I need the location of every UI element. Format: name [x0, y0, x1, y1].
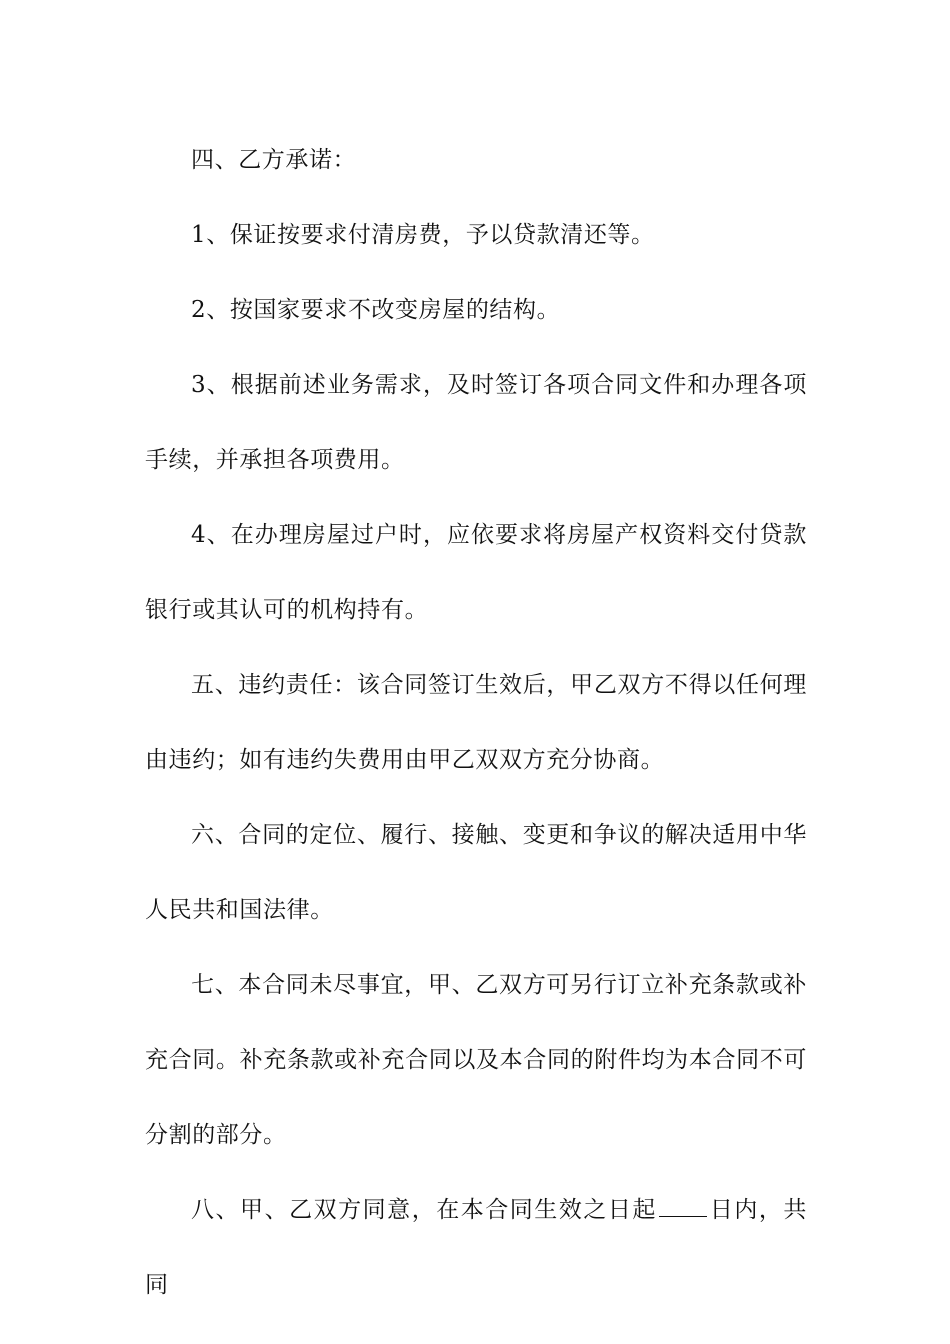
commitment-item-2: 2、按国家要求不改变房屋的结构。 — [191, 297, 561, 323]
section-four-heading: 四、乙方承诺： — [191, 147, 357, 173]
section-seven-supplementary: 七、本合同未尽事宜，甲、乙双方可另行订立补充条款或补充合同。补充条款或补充合同以及本合同的附件均为本合同不可分割的部分。 — [145, 972, 807, 1148]
commitment-item-3: 3、根据前述业务需求，及时签订各项合同文件和办理各项手续，并承担各项费用。 — [145, 372, 807, 473]
section-five-breach-liability: 五、违约责任：该合同签订生效后，甲乙双方不得以任何理由违约；如有违约失费用由甲乙双双方充分协商。 — [145, 672, 807, 773]
section-six-governing-law: 六、合同的定位、履行、接触、变更和争议的解决适用中华人民共和国法律。 — [145, 822, 807, 923]
document-body — [145, 123, 807, 1323]
fill-in-blank-days — [659, 1196, 707, 1217]
section-eight-text-before: 八、甲、乙双方同意，在本合同生效之日起 — [191, 1197, 657, 1223]
section-eight-text-after: 日内，共同 — [145, 1197, 807, 1298]
commitment-item-1: 1、保证按要求付清房费，予以贷款清还等。 — [191, 222, 655, 248]
section-eight-agreement — [145, 1173, 807, 1323]
commitment-item-4: 4、在办理房屋过户时，应依要求将房屋产权资料交付贷款银行或其认可的机构持有。 — [145, 522, 807, 623]
